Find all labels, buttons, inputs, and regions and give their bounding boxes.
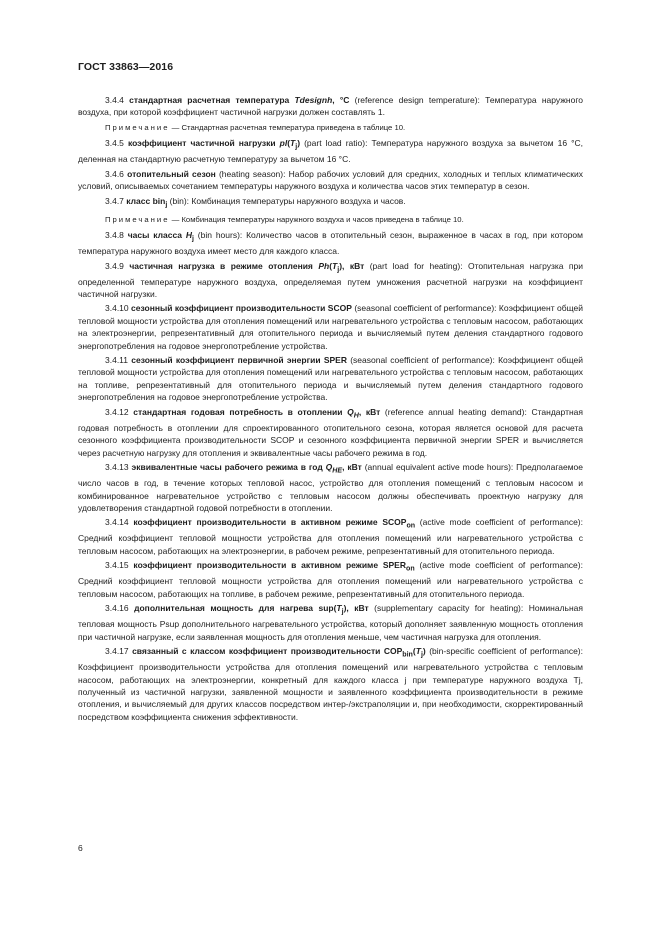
clause-number: 3.4.17 (105, 646, 133, 657)
definition-text: (reference annual heating demand): Стандартная годовая потребность в отоплении для спроектированного отопительного сезона, которая является основой для расчета сезонного коэффициента производительности SCOP и сезонного коэффициента первичной энергии SPER и вычисляется через расчетную нагрузку для отопления и эквивалентные часы рабочего режима в год. (78, 406, 583, 458)
term: стандартная годовая потребность в отоплении $Q_H$, кВт (133, 406, 381, 420)
definition-text: (active mode coefficient of performance): Средний коэффициент тепловой мощности устройства для отопления помещений или нагревательного устройства с тепловым насосом, работающих на электроэнергии, в рабочем режиме, репрезентативный для отопительного периода. (78, 517, 583, 556)
term: сезонный коэффициент первичной энергии SPER (131, 355, 347, 366)
definition-text: (annual equivalent active mode hours): Предполагаемое число часов в год, в течение которых тепловой насос, устройство для отопления помещений с тепловым насосом и комбинированное нагревательное устройство с тепловым насосом должны обеспечивать проектную нагрузку для удовлетворения стандартной годовой потребности в отоплении. (78, 462, 583, 513)
definition-text: (seasonal coefficient of performance): Коэффициент общей тепловой мощности устройства для отопления помещений или нагревательного устройства с тепловым насосом, работающих на топливе, репрезентативный для отопительного периода и вычисляемый путем деления стандартного годового энергопотребления на годовое энергопотребление устройства. (78, 355, 583, 403)
definition-paragraph (78, 602, 583, 643)
term: класс bin$_j$ (126, 195, 168, 209)
clause-number: 3.4.8 (105, 230, 128, 241)
clause-number: 3.4.11 (105, 355, 132, 366)
clause-number: 3.4.4 (105, 95, 130, 105)
clause-number: 3.4.14 (105, 517, 134, 528)
clause-number: 3.4.16 (105, 603, 135, 614)
clause-number: 3.4.10 (105, 303, 132, 314)
definition-paragraph (78, 168, 583, 193)
clause-number: 3.4.6 (105, 168, 128, 179)
definition-text: (bin-specific coefficient of performance): Коэффициент производительности устройства для отопления помещений или нагревательного устройства с тепловым насосом, работающих на электроэнергии, конкретный для каждого класса j при температуре наружного воздуха Tj, полученный из частичной нагрузки, заявленной мощности и заявленного коэффициента производительности в режиме отопления, и вычисляемый для других классов посредством интер-/экстраполяции и, при необходимости, скорректированный посредством коэффициента снижения эффективности. (78, 646, 583, 722)
clause-number: 3.4.7 (105, 195, 127, 206)
term: коэффициент частичной нагрузки $pl(T_j)$ (127, 138, 301, 151)
term: связанный с классом коэффициент производительности $COP_{bin}(T_j)$ (132, 646, 426, 659)
note-paragraph (78, 214, 583, 226)
note-text: — Комбинация температуры наружного воздуха и часов приведена в таблице 10. (169, 214, 464, 224)
note-text: — Стандартная расчетная температура приведена в таблице 10. (169, 122, 406, 132)
clause-number: 3.4.5 (105, 138, 128, 149)
definition-text: (bin): Комбинация температуры наружного воздуха и часов. (167, 195, 406, 206)
definition-paragraph (78, 461, 583, 514)
note-paragraph (78, 122, 583, 134)
term: сезонный коэффициент производительности SCOP (131, 303, 352, 314)
clause-number: 3.4.9 (105, 260, 130, 271)
term: дополнительная мощность для нагрева $sup(T_j)$, кВт (134, 603, 369, 616)
definition-paragraph (78, 229, 583, 258)
definition-text: (active mode coefficient of performance): Средний коэффициент тепловой мощности устройства для отопления помещений или нагревательного устройства с тепловым насосом, работающих на топливе, в рабочем режиме, репрезентативный для отопительного периода. (78, 560, 583, 599)
term: эквивалентные часы рабочего режима в год $Q_{HE}$, кВт (131, 462, 362, 475)
note-label: Примечание (105, 214, 170, 224)
term: коэффициент производительности в активном режиме $SPER_{on}$ (133, 560, 415, 573)
definition-paragraph (78, 195, 583, 211)
clause-number: 3.4.15 (105, 560, 134, 571)
definition-paragraph (78, 354, 583, 404)
definition-text: (part load for heating): Отопительная нагрузка при определенной температуре наружного воздуха, определяемая путем умножения расчетной нагрузки на коэффициент частичной нагрузки. (78, 260, 584, 300)
definition-paragraph (78, 645, 583, 723)
definition-text: (heating season): Набор рабочих условий для средних, холодных и теплых климатических условий, описываемых сочетанием температуры наружного воздуха и количества часов этих температур в сезон. (78, 168, 583, 192)
definition-paragraph (78, 260, 583, 301)
definition-text: (part load ratio): Температура наружного воздуха за вычетом 16 °С, деленная на стандартную расчетную температуру за вычетом 16 °C. (78, 138, 583, 165)
term: частичная нагрузка в режиме отопления $Ph(T_j)$, кВт (129, 260, 365, 274)
definition-text: (reference design temperature): Температура наружного воздуха, при которой коэффициент частичной нагрузки должен составлять 1. (78, 95, 583, 118)
term: коэффициент производительности в активном режиме $SCOP_{on}$ (133, 517, 416, 530)
note-label: Примечание (105, 122, 170, 132)
definition-text: (supplementary capacity for heating): Номинальная тепловая мощность Psup дополнительного нагревательного устройства, который дополняет заявленную мощность отопления при частичной нагрузке, если заявленная мощность для отопления меньше, чем частичная нагрузка для отопления. (78, 603, 583, 642)
definition-paragraph (78, 94, 583, 119)
page-number: 6 (78, 843, 83, 853)
definition-text: (seasonal coefficient of performance): Коэффициент общей тепловой мощности устройства для отопления помещений или нагревательного устройства с тепловым насосом, работающих на электроэнергии, репрезентативный для отопительного периода и вычисляемый путем деления стандартного годового энергопотребления на годовое энергопотребление устройства. (78, 303, 583, 351)
definition-paragraph (78, 516, 583, 557)
definition-paragraph (78, 302, 583, 352)
definition-paragraph (78, 137, 583, 166)
definition-paragraph (78, 559, 583, 600)
definition-paragraph (78, 406, 583, 459)
clause-number: 3.4.13 (105, 462, 132, 472)
term: часы класса $H_j$ (127, 230, 194, 243)
document-header: ГОСТ 33863—2016 (78, 61, 174, 73)
clause-number: 3.4.12 (105, 406, 134, 417)
definition-text: (bin hours): Количество часов в отопительный сезон, выраженное в часах в год, при котором температура наружного воздуха имеет место для каждого класса. (78, 230, 583, 257)
document-body (78, 94, 583, 723)
term: стандартная расчетная температура Tdesignh, °C (129, 95, 350, 105)
term: отопительный сезон (127, 168, 216, 179)
